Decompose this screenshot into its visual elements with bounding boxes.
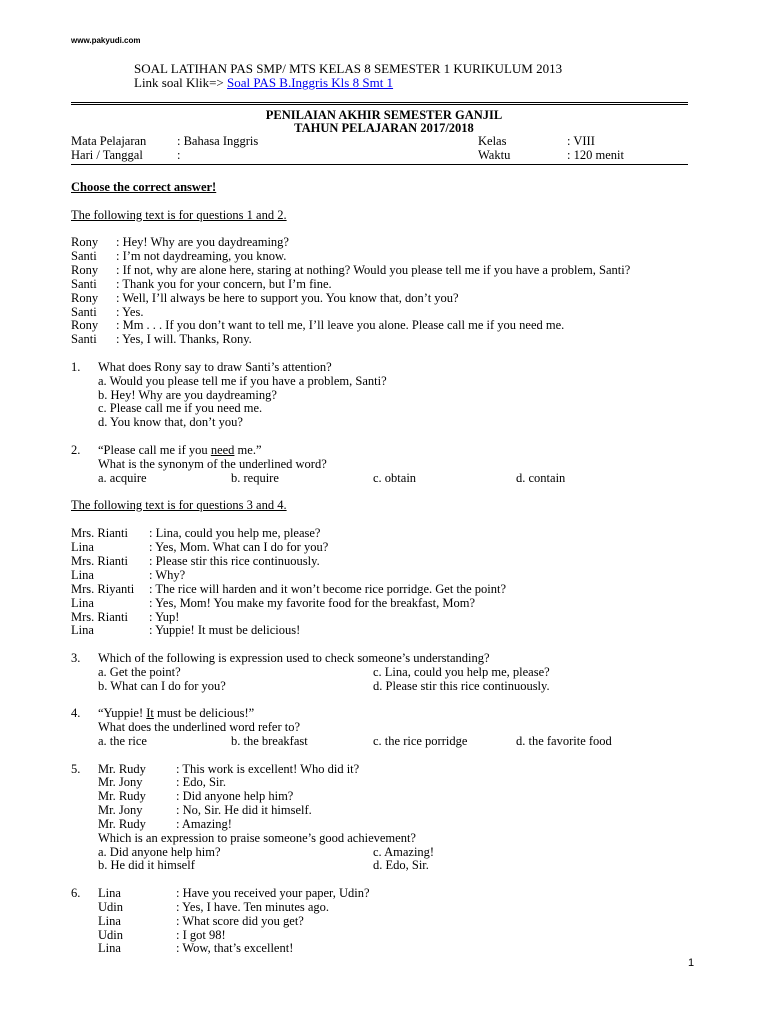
utterance: : Yes, I will. Thanks, Rony.	[116, 332, 252, 346]
speaker: Rony	[71, 263, 99, 277]
q4-quote-pre: “Yuppie!	[98, 706, 147, 720]
header-bottom-rule	[71, 164, 688, 165]
q2-option-d: d. contain	[516, 471, 566, 485]
utterance: : Yes.	[116, 305, 144, 319]
q5-option-d: d. Edo, Sir.	[373, 858, 429, 872]
subject-label: Mata Pelajaran	[71, 134, 147, 148]
utterance: : If not, why are alone here, staring at nothing? Would you please tell me if you have a problem, Santi?	[116, 263, 631, 277]
q6-number: 6.	[71, 886, 81, 900]
speaker: Lina	[71, 540, 94, 554]
utterance: : Hey! Why are you daydreaming?	[116, 235, 289, 249]
exam-year: TAHUN PELAJARAN 2017/2018	[294, 121, 474, 135]
header-link-line	[134, 76, 393, 90]
day-value: :	[177, 148, 181, 162]
site-url: www.pakyudi.com	[71, 36, 141, 45]
speaker: Rony	[71, 318, 99, 332]
speaker: Udin	[98, 900, 123, 914]
q5-option-c: c. Amazing!	[373, 845, 435, 859]
speaker: Rony	[71, 291, 99, 305]
q1-option-a: a. Would you please tell me if you have a problem, Santi?	[98, 374, 387, 388]
q3-option-d: d. Please stir this rice continuously.	[373, 679, 550, 693]
q2-question: What is the synonym of the underlined word?	[98, 457, 327, 471]
utterance: : I got 98!	[176, 928, 226, 942]
soal-link[interactable]: Soal PAS B.Inggris Kls 8 Smt 1	[227, 75, 394, 90]
class-label: Kelas	[478, 134, 507, 148]
utterance: : Lina, could you help me, please?	[149, 526, 321, 540]
q4-option-b: b. the breakfast	[231, 734, 308, 748]
utterance: : Mm . . . If you don’t want to tell me, I’ll leave you alone. Please call me if you need me.	[116, 318, 565, 332]
q4-option-a: a. the rice	[98, 734, 147, 748]
utterance: : Well, I’ll always be here to support you. You know that, don’t you?	[116, 291, 459, 305]
speaker: Santi	[71, 249, 97, 263]
exam-title: PENILAIAN AKHIR SEMESTER GANJIL	[265, 108, 503, 122]
q4-quote-post: must be delicious!”	[153, 706, 255, 720]
utterance: : Yes, Mom. What can I do for you?	[149, 540, 329, 554]
q3-option-c: c. Lina, could you help me, please?	[373, 665, 550, 679]
speaker: Rony	[71, 235, 99, 249]
top-rule-1	[71, 102, 688, 103]
q3-option-b: b. What can I do for you?	[98, 679, 226, 693]
utterance: : This work is excellent! Who did it?	[176, 762, 360, 776]
speaker: Mrs. Rianti	[71, 610, 128, 624]
speaker: Mrs. Rianti	[71, 554, 128, 568]
q3-option-a: a. Get the point?	[98, 665, 181, 679]
utterance: : Wow, that’s excellent!	[176, 941, 294, 955]
speaker: Mrs. Rianti	[71, 526, 128, 540]
utterance: : The rice will harden and it won’t become rice porridge. Get the point?	[149, 582, 507, 596]
day-label: Hari / Tanggal	[71, 148, 143, 162]
page-number: 1	[688, 957, 695, 969]
q1-number: 1.	[71, 360, 81, 374]
speaker: Santi	[71, 332, 97, 346]
utterance: : Yes, Mom! You make my favorite food for the breakfast, Mom?	[149, 596, 475, 610]
q1-option-c: c. Please call me if you need me.	[98, 401, 263, 415]
speaker: Lina	[98, 941, 121, 955]
q2-quote-pre: “Please call me if you	[98, 443, 211, 457]
instruction: Choose the correct answer!	[71, 180, 217, 194]
q2-underlined-word: need	[210, 443, 235, 457]
utterance: : Yup!	[149, 610, 180, 624]
speaker: Mr. Rudy	[98, 789, 146, 803]
speaker: Mr. Rudy	[98, 762, 146, 776]
link-prefix: Link soal Klik=>	[134, 75, 228, 90]
header-title: SOAL LATIHAN PAS SMP/ MTS KELAS 8 SEMESTER 1 KURIKULUM 2013	[134, 61, 563, 76]
q3-number: 3.	[71, 651, 81, 665]
q1-option-d: d. You know that, don’t you?	[98, 415, 243, 429]
q4-question: What does the underlined word refer to?	[98, 720, 301, 734]
utterance: : Yuppie! It must be delicious!	[149, 623, 301, 637]
subject-value: : Bahasa Inggris	[177, 134, 259, 148]
time-label: Waktu	[478, 148, 511, 162]
q2-option-b: b. require	[231, 471, 279, 485]
utterance: : Did anyone help him?	[176, 789, 294, 803]
utterance: : What score did you get?	[176, 914, 304, 928]
q3-question: Which of the following is expression used to check someone’s understanding?	[98, 651, 490, 665]
speaker: Mr. Jony	[98, 775, 143, 789]
utterance: : No, Sir. He did it himself.	[176, 803, 312, 817]
utterance: : Amazing!	[176, 817, 232, 831]
utterance: : Thank you for your concern, but I’m fine.	[116, 277, 332, 291]
text1-intro: The following text is for questions 1 and 2.	[71, 208, 287, 222]
q2-quote	[98, 443, 262, 457]
speaker: Mr. Jony	[98, 803, 143, 817]
speaker: Lina	[98, 886, 121, 900]
q1-option-b: b. Hey! Why are you daydreaming?	[98, 388, 277, 402]
q4-option-d: d. the favorite food	[516, 734, 612, 748]
q2-option-c: c. obtain	[373, 471, 417, 485]
speaker: Santi	[71, 277, 97, 291]
top-rule-2	[71, 104, 688, 105]
q1-question: What does Rony say to draw Santi’s attention?	[98, 360, 332, 374]
q5-option-a: a. Did anyone help him?	[98, 845, 221, 859]
speaker: Lina	[71, 623, 94, 637]
q5-number: 5.	[71, 762, 81, 776]
speaker: Lina	[71, 568, 94, 582]
utterance: : Have you received your paper, Udin?	[176, 886, 370, 900]
speaker: Lina	[71, 596, 94, 610]
speaker: Udin	[98, 928, 123, 942]
class-value: : VIII	[567, 134, 595, 148]
q5-option-b: b. He did it himself	[98, 858, 195, 872]
speaker: Santi	[71, 305, 97, 319]
q4-quote	[98, 706, 254, 720]
q4-number: 4.	[71, 706, 81, 720]
text2-intro: The following text is for questions 3 and 4.	[71, 498, 287, 512]
utterance: : Why?	[149, 568, 186, 582]
speaker: Mrs. Riyanti	[71, 582, 135, 596]
utterance: : Yes, I have. Ten minutes ago.	[176, 900, 330, 914]
q2-quote-post: me.”	[234, 443, 262, 457]
speaker: Mr. Rudy	[98, 817, 146, 831]
utterance: : I’m not daydreaming, you know.	[116, 249, 287, 263]
time-value: : 120 menit	[567, 148, 624, 162]
speaker: Lina	[98, 914, 121, 928]
q4-option-c: c. the rice porridge	[373, 734, 468, 748]
q2-number: 2.	[71, 443, 81, 457]
utterance: : Please stir this rice continuously.	[149, 554, 320, 568]
q4-underlined-word: It	[146, 706, 154, 720]
q5-question: Which is an expression to praise someone’s good achievement?	[98, 831, 416, 845]
utterance: : Edo, Sir.	[176, 775, 227, 789]
q2-option-a: a. acquire	[98, 471, 147, 485]
